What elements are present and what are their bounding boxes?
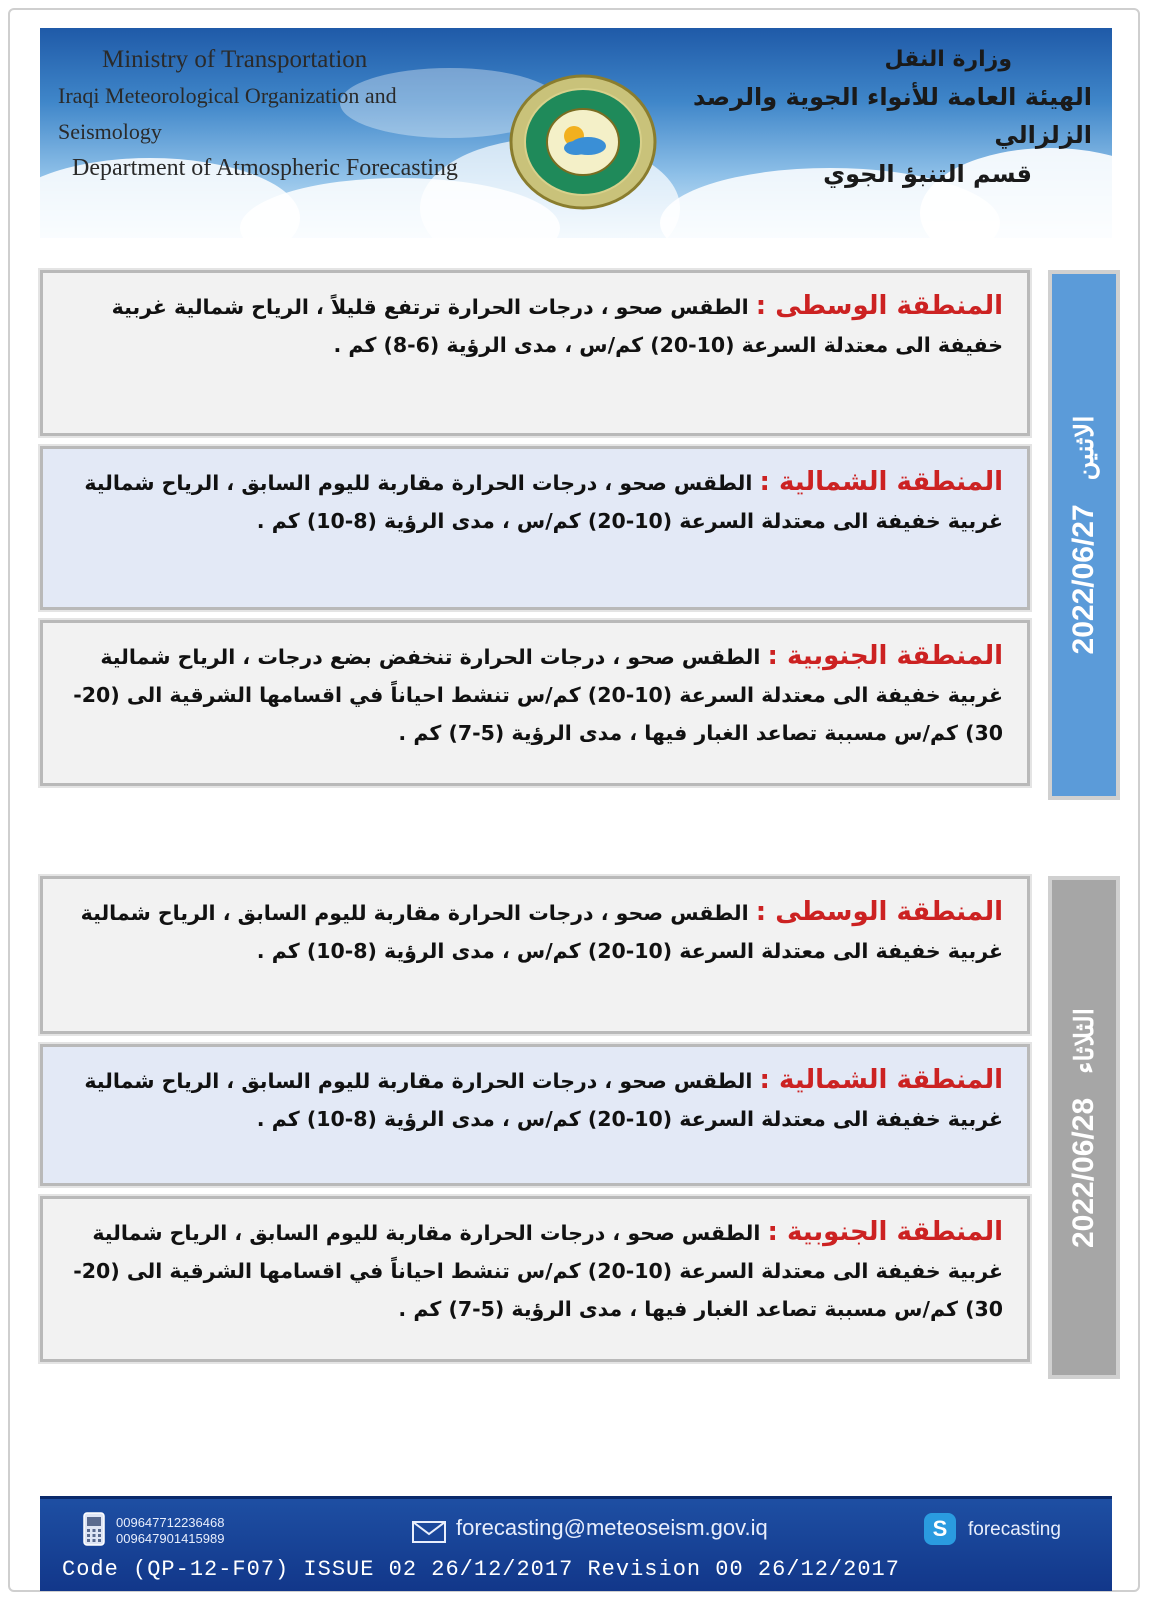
region-forecast-text: الطقس صحو ، درجات الحرارة مقاربة لليوم السابق ، الرياح شمالية غربية خفيفة الى معتدلة السرعة (10-20) كم/س ، مدى الرؤية (8-10) كم . [84, 471, 1003, 533]
forecast-date: 2022/06/27 [1067, 504, 1100, 655]
ministry-name-ar: وزارة النقل [884, 47, 1012, 72]
region-north-day2 [40, 1044, 1030, 1186]
document-code-line: Code (QP-12-F07) ISSUE 02 26/12/2017 Revision 00 26/12/2017 [62, 1557, 900, 1582]
region-north-day1 [40, 446, 1030, 610]
day-forecast-monday [40, 270, 1120, 800]
region-name: المنطقة الشمالية : [759, 1065, 1003, 1095]
region-forecast-text: الطقس صحو ، درجات الحرارة ترتفع قليلاً ، الرياح شمالية غربية خفيفة الى معتدلة السرعة (10-20) كم/س ، مدى الرؤية (6-8) كم . [111, 295, 1003, 357]
forecast-day-name: الاثنين [1069, 415, 1099, 481]
phone-icon [82, 1511, 106, 1551]
sun-cloud-seal-icon [508, 72, 658, 212]
organization-name-ar: الهيئة العامة للأنواء الجوية والرصد الزلزالي [693, 83, 1092, 149]
region-name: المنطقة الجنوبية : [767, 1217, 1003, 1247]
region-name: المنطقة الوسطى : [755, 897, 1003, 927]
department-name-en: Department of Atmospheric Forecasting [72, 155, 458, 181]
day-date-label [1067, 416, 1101, 655]
email-link[interactable]: forecasting@meteoseism.gov.iq [456, 1515, 768, 1540]
region-forecast-text: الطقس صحو ، درجات الحرارة مقاربة لليوم السابق ، الرياح شمالية غربية خفيفة الى معتدلة السرعة (10-20) كم/س تنشط احياناً في اقسامها الشرقية الى (20-30) كم/س مسببة تصاعد الغبار فيها ، مدى الرؤية (5-7) كم . [73, 1221, 1003, 1321]
region-south-day1 [40, 620, 1030, 786]
header-banner [40, 28, 1112, 238]
department-name-ar: قسم التنبؤ الجوي [823, 160, 1032, 188]
region-name: المنطقة الوسطى : [755, 291, 1003, 321]
day-date-bar [1048, 876, 1120, 1379]
region-name: المنطقة الشمالية : [759, 467, 1003, 497]
phone-number-1[interactable]: 009647712236468 [116, 1515, 225, 1530]
ministry-name-en: Ministry of Transportation [102, 46, 368, 73]
region-name: المنطقة الجنوبية : [767, 641, 1003, 671]
english-heading [58, 42, 478, 186]
skype-handle[interactable]: forecasting [968, 1519, 1061, 1540]
forecast-day-name: الثلاثاء [1069, 1007, 1099, 1074]
region-south-day2 [40, 1196, 1030, 1362]
region-central-day1 [40, 270, 1030, 436]
phone-numbers [116, 1515, 224, 1547]
day-date-bar [1048, 270, 1120, 800]
footer-contact-bar [40, 1496, 1112, 1591]
region-forecast-text: الطقس صحو ، درجات الحرارة مقاربة لليوم السابق ، الرياح شمالية غربية خفيفة الى معتدلة السرعة (10-20) كم/س ، مدى الرؤية (8-10) كم . [80, 901, 1003, 963]
skype-icon: S [924, 1513, 956, 1545]
region-central-day2 [40, 876, 1030, 1034]
forecast-date: 2022/06/28 [1067, 1097, 1100, 1248]
region-forecast-text: الطقس صحو ، درجات الحرارة مقاربة لليوم السابق ، الرياح شمالية غربية خفيفة الى معتدلة السرعة (10-20) كم/س ، مدى الرؤية (8-10) كم . [84, 1069, 1003, 1131]
phone-number-2[interactable]: 009647901415989 [116, 1531, 225, 1546]
day-date-label [1067, 1007, 1101, 1247]
day-forecast-tuesday [40, 876, 1120, 1379]
region-forecast-text: الطقس صحو ، درجات الحرارة تنخفض بضع درجات ، الرياح شمالية غربية خفيفة الى معتدلة السرعة (10-20) كم/س تنشط احياناً في اقسامها الشرقية الى (20-30) كم/س مسببة تصاعد الغبار فيها ، مدى الرؤية (5-7) كم . [73, 645, 1003, 745]
arabic-heading [672, 42, 1092, 194]
mail-icon [412, 1521, 446, 1547]
organization-name-en: Iraqi Meteorological Organization and Seismology [58, 83, 397, 144]
